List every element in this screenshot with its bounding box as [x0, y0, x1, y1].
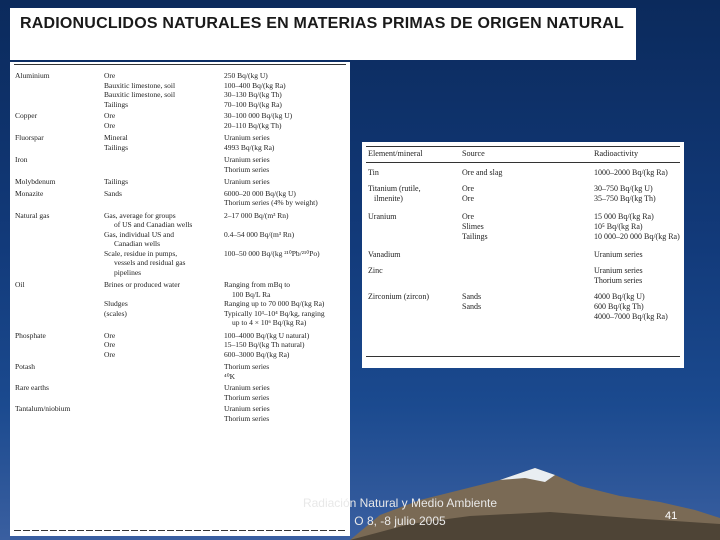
table-header-cell: Source: [462, 149, 485, 158]
table-cell-source: Sands: [104, 188, 122, 198]
table-cell-activity: 70–100 Bq/(kg Ra): [224, 99, 282, 109]
table-cell-element: Copper: [15, 111, 38, 120]
table-cell-activity: 600–3000 Bq/(kg Ra): [224, 349, 290, 359]
table-cell-element: Potash: [15, 362, 36, 371]
table-cell-activity: 30–130 Bq/(kg Th): [224, 90, 282, 99]
table-cell-source: Scale, residue in pumps,: [104, 248, 178, 258]
left-data-table: [10, 62, 350, 536]
table-cell-activity: Uranium series: [594, 250, 643, 259]
table-cell-element: Rare earths: [15, 383, 49, 392]
table-cell-activity: 4993 Bq/(kg Ra): [224, 142, 275, 152]
table-cell-activity: Thorium series: [224, 164, 270, 174]
table-cell-activity: 100 Bq/L Ra: [232, 289, 271, 299]
table-cell-element: Zinc: [368, 266, 383, 275]
table-cell-element: Oil: [15, 280, 25, 289]
table-cell-element: Uranium: [368, 212, 397, 221]
table-cell-activity: 100–4000 Bq/(kg U natural): [224, 330, 310, 340]
table-cell-element: Iron: [15, 155, 28, 164]
table-rule: [366, 162, 680, 163]
table-cell-source: (scales): [104, 308, 127, 318]
table-cell-source: Gas, individual US and: [104, 229, 174, 239]
table-cell-source: Sludges: [104, 299, 128, 308]
table-cell-source: Slimes: [462, 222, 484, 231]
table-cell-activity: 4000–7000 Bq/(kg Ra): [594, 312, 668, 321]
table-rule: [14, 64, 346, 65]
right-data-table: [362, 142, 684, 368]
table-cell-element: Natural gas: [15, 210, 50, 220]
table-cell-element: Molybdenum: [15, 177, 56, 186]
slide-title: RADIONUCLIDOS NATURALES EN MATERIAS PRIMAS DE ORIGEN NATURAL: [20, 15, 624, 32]
table-cell-activity: 4000 Bq/(kg U): [594, 292, 645, 301]
slide-title-box: [10, 8, 636, 60]
table-cell-element: Tin: [368, 168, 379, 177]
table-cell-activity: 30–750 Bq/(kg U): [594, 184, 653, 193]
table-cell-source: Bauxitic limestone, soil: [104, 90, 176, 99]
table-cell-source: Ore: [462, 194, 474, 203]
table-cell-source: Canadian wells: [114, 239, 161, 248]
table-cell-activity: Uranium series: [224, 133, 270, 142]
table-cell-activity: Ranging from mBq to: [224, 280, 291, 289]
table-cell-activity: Thorium series: [224, 413, 270, 423]
table-cell-element: Tantalum/niobium: [15, 404, 71, 413]
table-cell-element: Monazite: [15, 188, 44, 198]
table-cell-element: Fluorspar: [15, 133, 44, 142]
table-cell-activity: 1000–2000 Bq/(kg Ra): [594, 168, 668, 177]
table-cell-source: Bauxitic limestone, soil: [104, 80, 176, 90]
table-cell-source: vessels and residual gas: [114, 258, 186, 267]
table-cell-activity: up to 4 × 10⁶ Bq/(kg Ra): [232, 318, 307, 327]
table-cell-activity: Typically 10³–10⁴ Bq/kg, ranging: [224, 308, 325, 318]
table-cell-source: Ore: [462, 212, 474, 221]
table-cell-activity: 100–50 000 Bq/(kg ²¹⁰Pb/²¹⁰Po): [224, 248, 320, 258]
table-cell-activity: 35–750 Bq/(kg Th): [594, 194, 656, 203]
table-cell-activity: 100–400 Bq/(kg Ra): [224, 80, 286, 90]
table-cell-element: Vanadium: [368, 250, 401, 259]
table-cell-element: Phosphate: [15, 330, 46, 340]
table-cell-activity: ⁴⁰K: [224, 371, 236, 381]
table-cell-activity: Thorium series: [224, 362, 270, 371]
table-cell-source: Mineral: [104, 133, 128, 142]
table-cell-source: Tailings: [104, 99, 129, 109]
table-cell-activity: 10 000–20 000 Bq/(kg Ra): [594, 232, 680, 241]
table-cell-source: Tailings: [104, 142, 129, 152]
table-cell-activity: 2–17 000 Bq/(m³ Rn): [224, 210, 289, 220]
table-cell-activity: Ranging up to 70 000 Bq/(kg Ra): [224, 299, 325, 308]
page-number: 41: [665, 510, 678, 522]
table-cell-element: Aluminium: [15, 71, 50, 80]
table-cell-source: Tailings: [462, 232, 488, 241]
table-cell-source: Ore and slag: [462, 168, 503, 177]
table-cell-source: Brines or produced water: [104, 280, 181, 289]
table-cell-source: Sands: [462, 302, 482, 311]
table-cell-activity: Thorium series (4% by weight): [224, 198, 318, 207]
table-rule: [366, 146, 680, 147]
table-cell-source: Ore: [104, 340, 116, 349]
table-cell-activity: 6000–20 000 Bq/(kg U): [224, 188, 296, 198]
table-cell-source: Tailings: [104, 177, 129, 186]
table-cell-source: Ore: [104, 111, 116, 120]
table-cell-activity: 30–100 000 Bq/(kg U): [224, 111, 293, 120]
table-cell-source: Gas, average for groups: [104, 210, 176, 220]
footer-line-1: Radiación Natural y Medio Ambiente: [302, 496, 498, 510]
table-cell-activity: 600 Bq/(kg Th): [594, 302, 644, 311]
table-cell-activity: Uranium series: [594, 266, 643, 275]
table-cell-activity: Thorium series: [594, 276, 643, 285]
table-header-cell: Radioactivity: [594, 149, 639, 158]
table-header-cell: Element/mineral: [368, 149, 423, 158]
footer-line-2: O 8, -8 julio 2005: [354, 514, 446, 528]
table-cell-element: ilmenite): [374, 194, 403, 203]
table-cell-element: Titanium (rutile,: [368, 184, 421, 193]
table-cell-activity: 15–150 Bq/(kg Th natural): [224, 340, 305, 349]
footer-caption: [280, 494, 520, 530]
table-cell-source: Ore: [104, 349, 116, 359]
table-cell-element: Zirconium (zircon): [368, 292, 430, 301]
table-cell-source: Ore: [104, 120, 116, 130]
table-cell-activity: 0.4–54 000 Bq/(m³ Rn): [224, 229, 295, 239]
table-cell-source: Ore: [462, 184, 474, 193]
table-cell-activity: 15 000 Bq/(kg Ra): [594, 212, 654, 221]
table-cell-activity: Uranium series: [224, 383, 270, 392]
table-cell-activity: 250 Bq/(kg U): [224, 71, 268, 80]
table-cell-activity: Uranium series: [224, 177, 270, 186]
table-cell-activity: 10⁵ Bq/(kg Ra): [594, 222, 643, 231]
table-cell-source: of US and Canadian wells: [114, 220, 193, 229]
table-rule: [366, 356, 680, 357]
table-cell-activity: Thorium series: [224, 392, 270, 402]
table-cell-source: Sands: [462, 292, 482, 301]
table-bottom-rule: [14, 530, 346, 531]
table-cell-activity: Uranium series: [224, 404, 270, 413]
table-cell-source: Ore: [104, 71, 116, 80]
table-cell-source: pipelines: [114, 267, 142, 277]
table-cell-activity: 20–110 Bq/(kg Th): [224, 120, 282, 130]
table-cell-source: Ore: [104, 330, 116, 340]
table-cell-activity: Uranium series: [224, 155, 270, 164]
